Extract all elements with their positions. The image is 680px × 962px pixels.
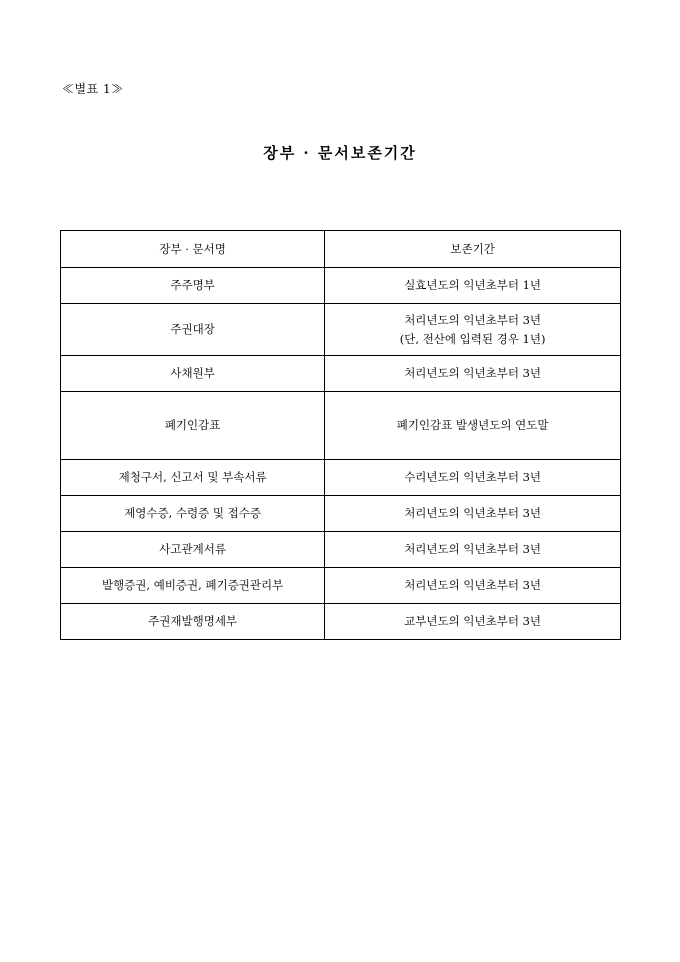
retention-period-cell: 처리년도의 익년초부터 3년: [325, 532, 621, 568]
retention-period-cell: 처리년도의 익년초부터 3년: [325, 568, 621, 604]
table-row: [61, 496, 621, 532]
document-name-cell: 발행증권, 예비증권, 폐기증권관리부: [61, 568, 325, 604]
table-row: [61, 532, 621, 568]
table-row: [61, 304, 621, 356]
retention-period-cell: [325, 304, 621, 356]
retention-period-text: 처리년도의 익년초부터 3년: [404, 312, 542, 327]
document-name-cell: 제영수증, 수령증 및 접수증: [61, 496, 325, 532]
retention-period-cell: 처리년도의 익년초부터 3년: [325, 496, 621, 532]
retention-period-cell: 실효년도의 익년초부터 1년: [325, 268, 621, 304]
table-row: [61, 460, 621, 496]
retention-period-cell: 처리년도의 익년초부터 3년: [325, 356, 621, 392]
table-row: [61, 356, 621, 392]
document-name-cell: 폐기인감표: [61, 392, 325, 460]
retention-table: [60, 230, 621, 640]
table-row: [61, 392, 621, 460]
table-row: [61, 604, 621, 640]
document-title: 장부 · 문서보존기간: [263, 144, 417, 162]
document-name-cell: 사채원부: [61, 356, 325, 392]
table-header-row: [61, 231, 621, 268]
retention-period-cell: 수리년도의 익년초부터 3년: [325, 460, 621, 496]
document-name-cell: 주권대장: [61, 304, 325, 356]
retention-period-cell: 폐기인감표 발생년도의 연도말: [325, 392, 621, 460]
table-row: [61, 568, 621, 604]
document-name-cell: 제청구서, 신고서 및 부속서류: [61, 460, 325, 496]
annex-label: ≪별표 1≫: [62, 82, 124, 96]
retention-period-cell: 교부년도의 익년초부터 3년: [325, 604, 621, 640]
document-name-cell: 주주명부: [61, 268, 325, 304]
document-name-cell: 주권재발행명세부: [61, 604, 325, 640]
document-name-cell: 사고관계서류: [61, 532, 325, 568]
header-document-name: 장부 · 문서명: [61, 231, 325, 268]
table-row: [61, 268, 621, 304]
retention-period-note: (단, 전산에 입력된 경우 1년): [399, 331, 546, 346]
header-retention-period: 보존기간: [325, 231, 621, 268]
